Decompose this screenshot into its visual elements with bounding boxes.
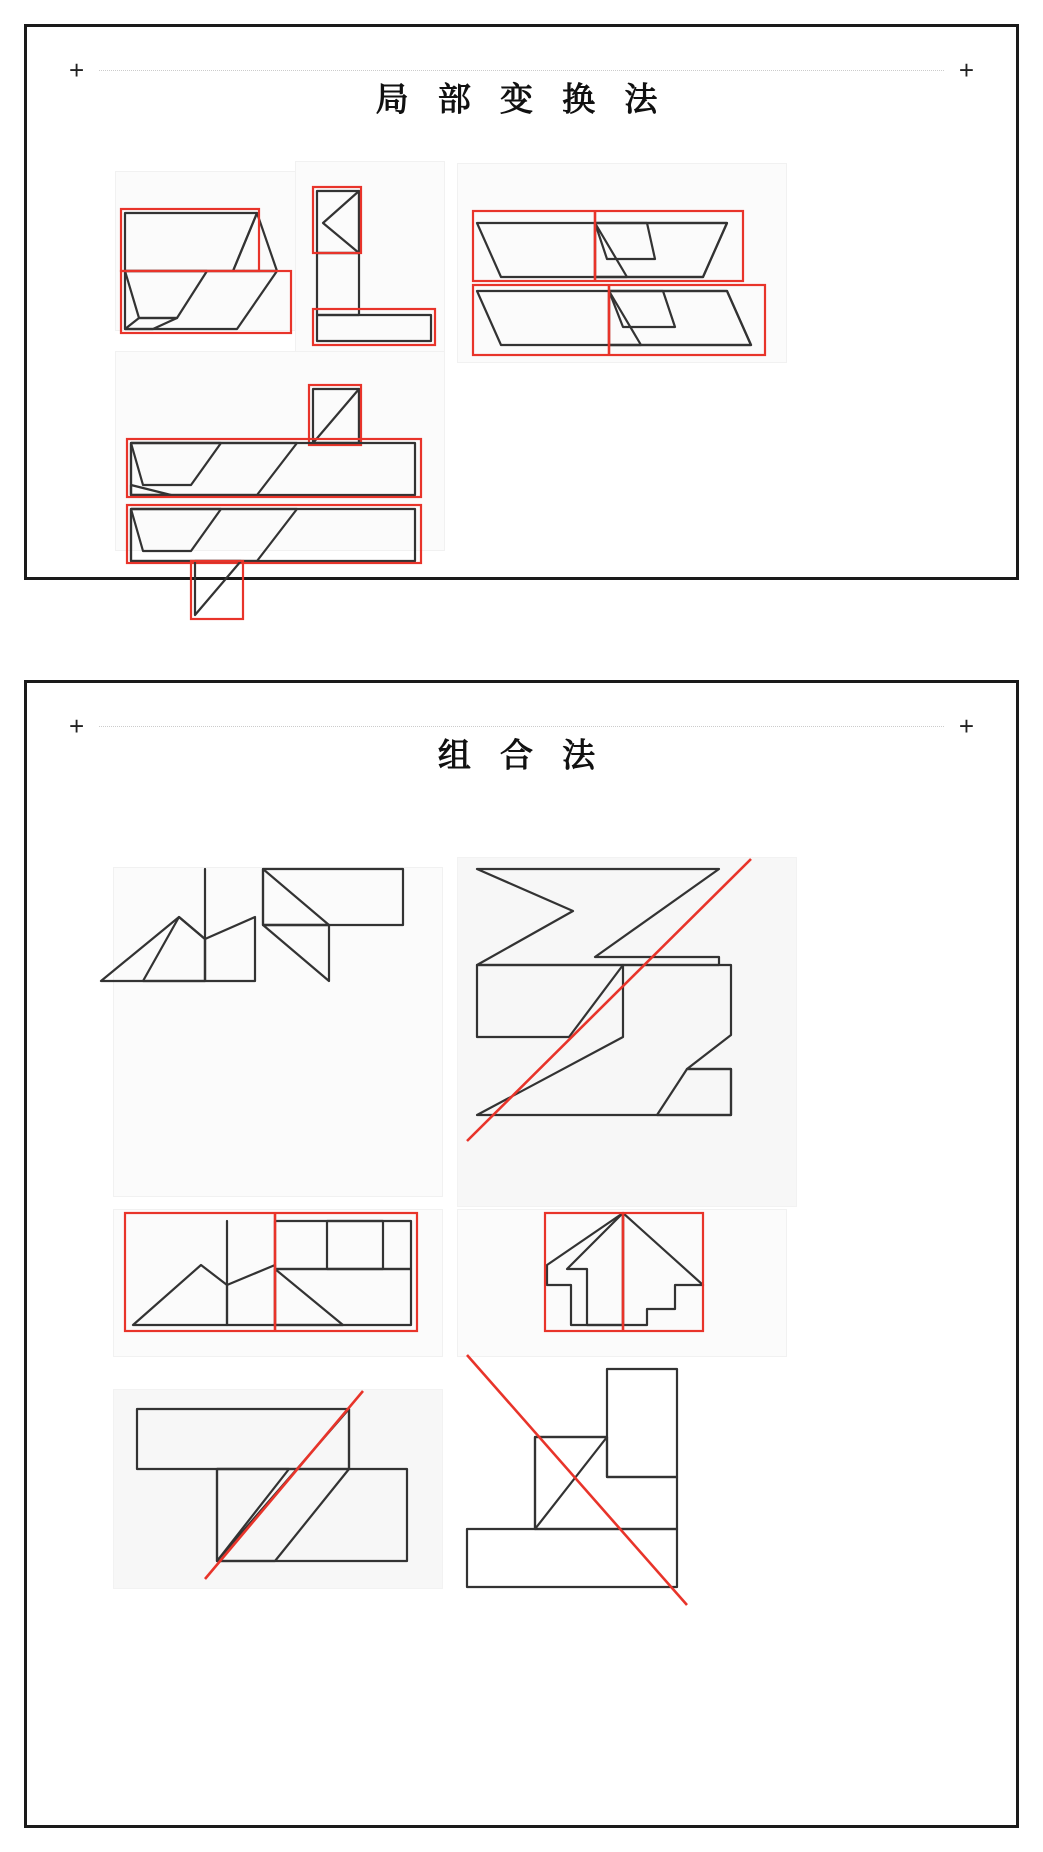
panel-2-header bbox=[27, 683, 1016, 774]
comp-fig-6-step-right bbox=[467, 1355, 687, 1605]
comp-fig-2-zigzag-assembled bbox=[467, 859, 751, 1141]
panel-title: 局 部 变 换 法 bbox=[352, 74, 692, 121]
local-fig-2-L-shape bbox=[313, 187, 435, 345]
panel-1-figures bbox=[27, 113, 1016, 573]
corner-plus-icon: + bbox=[69, 711, 85, 741]
local-fig-4-strip-bottom bbox=[473, 285, 765, 355]
comp-fig-3-split-pieces bbox=[125, 1213, 417, 1331]
panel-2-figures bbox=[27, 769, 1016, 1819]
local-fig-5-long-strip-pair bbox=[127, 385, 421, 619]
panel-title: 组 合 法 bbox=[414, 730, 629, 777]
comp-fig-1-arrow-pieces bbox=[101, 869, 403, 981]
corner-plus-icon: + bbox=[958, 55, 974, 85]
comp-fig-4-arrow-small bbox=[545, 1213, 703, 1331]
title-divider bbox=[99, 726, 944, 727]
panel-1-drawing bbox=[27, 113, 1022, 573]
panel-2-drawing bbox=[27, 769, 1022, 1819]
panel-1-header bbox=[27, 27, 1016, 118]
corner-plus-icon: + bbox=[69, 55, 85, 85]
title-divider bbox=[99, 70, 944, 71]
local-fig-3-strip-top bbox=[473, 211, 743, 281]
corner-plus-icon: + bbox=[958, 711, 974, 741]
comp-fig-5-step-left bbox=[137, 1391, 407, 1579]
local-fig-1-parallelogram-pair bbox=[121, 209, 291, 333]
panel-composition bbox=[24, 680, 1019, 1828]
panel-local-transform bbox=[24, 24, 1019, 580]
